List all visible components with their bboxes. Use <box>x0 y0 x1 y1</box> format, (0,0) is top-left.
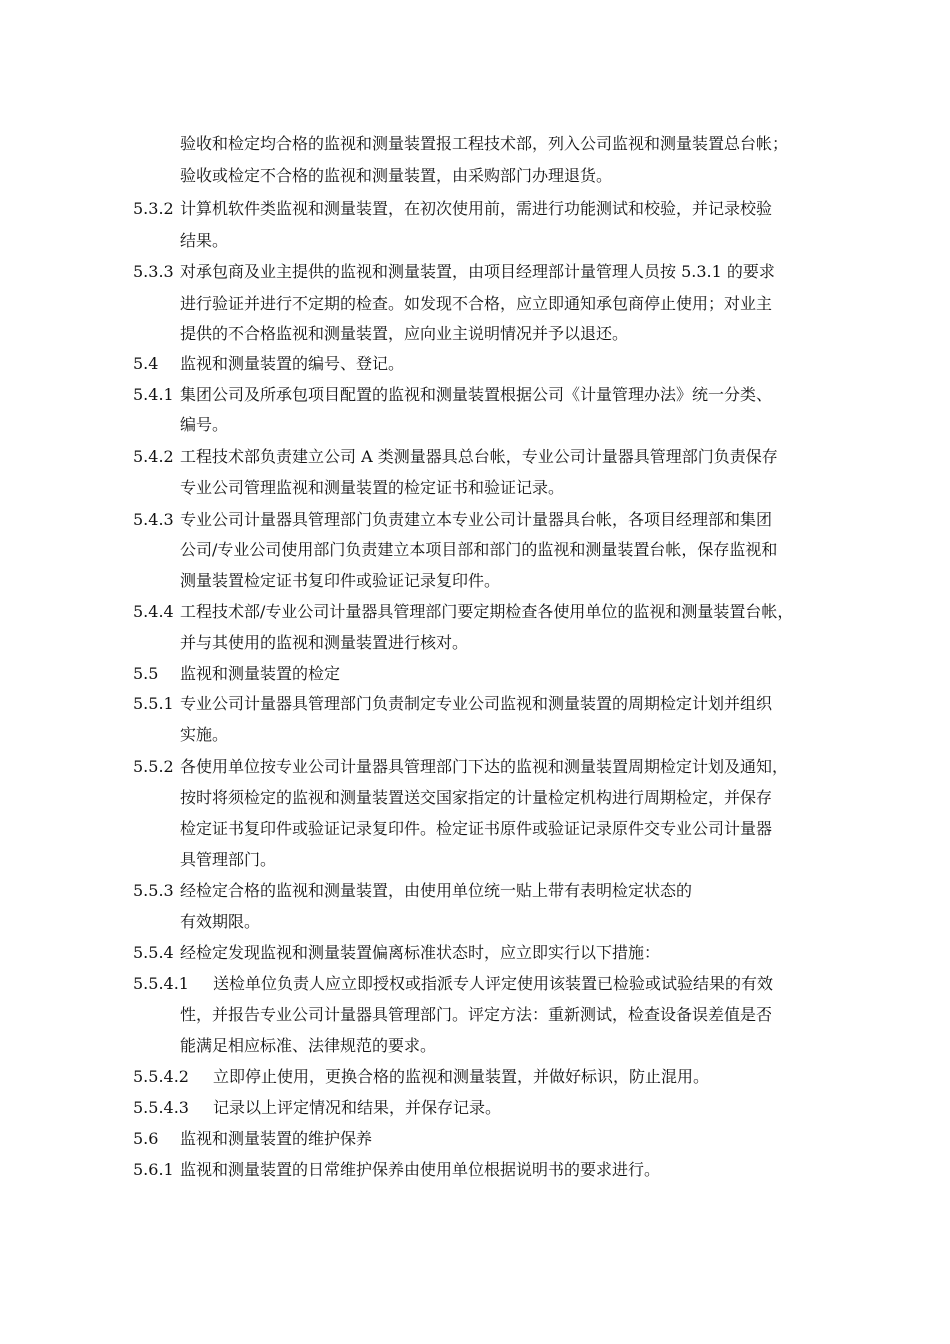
clause-5-5-4-1: 5.5.4.1 送检单位负责人应立即授权或指派专人评定使用该装置已检验或试验结果的有效 <box>133 974 774 993</box>
text-line: 结果。 <box>180 231 229 250</box>
clause-number: 5.5.1 <box>133 694 174 713</box>
text-line: 验收和检定均合格的监视和测量装置报工程技术部，列入公司监视和测量装置总台帐； <box>180 134 789 153</box>
clause-number: 5.5.4.3 <box>133 1098 189 1117</box>
clause-number: 5.6.1 <box>133 1160 174 1179</box>
clause-5-5-3: 5.5.3 经检定合格的监视和测量装置，由使用单位统一贴上带有表明检定状态的 <box>133 881 693 900</box>
clause-number: 5.6 <box>133 1129 159 1148</box>
clause-5-4-2: 5.4.2 工程技术部负责建立公司 A 类测量器具总台帐，专业公司计量器具管理部门负责保存 <box>133 447 778 466</box>
text-line: 具管理部门。 <box>180 850 277 869</box>
clause-number: 5.5.4 <box>133 943 174 962</box>
clause-5-5-4-2: 5.5.4.2 立即停止使用，更换合格的监视和测量装置，并做好标识，防止混用。 <box>133 1067 710 1086</box>
clause-number: 5.4.3 <box>133 510 174 529</box>
clause-5-4-4: 5.4.4 工程技术部/专业公司计量器具管理部门要定期检查各使用单位的监视和测量装置台帐， <box>133 602 794 621</box>
clause-number: 5.5.4.1 <box>133 974 189 993</box>
section-5-4-heading: 5.4 监视和测量装置的编号、登记。 <box>133 354 405 373</box>
clause-5-4-1: 5.4.1 集团公司及所承包项目配置的监视和测量装置根据公司《计量管理办法》统一分类、 <box>133 385 773 404</box>
text-line: 公司/专业公司使用部门负责建立本项目部和部门的监视和测量装置台帐，保存监视和 <box>180 540 778 559</box>
clause-number: 5.3.3 <box>133 262 174 281</box>
clause-5-5-2: 5.5.2 各使用单位按专业公司计量器具管理部门下达的监视和测量装置周期检定计划及通知， <box>133 757 789 776</box>
clause-5-3-3: 5.3.3 对承包商及业主提供的监视和测量装置，由项目经理部计量管理人员按 5.3.1 的要求 <box>133 262 775 281</box>
clause-number: 5.5 <box>133 664 159 683</box>
text-line: 验收或检定不合格的监视和测量装置，由采购部门办理退货。 <box>180 166 613 185</box>
clause-number: 5.4.4 <box>133 602 174 621</box>
clause-number: 5.5.3 <box>133 881 174 900</box>
text-line: 进行验证并进行不定期的检查。如发现不合格，应立即通知承包商停止使用；对业主 <box>180 294 773 313</box>
clause-5-4-3: 5.4.3 专业公司计量器具管理部门负责建立本专业公司计量器具台帐，各项目经理部和集团 <box>133 510 773 529</box>
text-line: 有效期限。 <box>180 912 261 931</box>
text-line: 能满足相应标准、法律规范的要求。 <box>180 1036 437 1055</box>
clause-number: 5.5.2 <box>133 757 174 776</box>
text-line: 测量装置检定证书复印件或验证记录复印件。 <box>180 571 501 590</box>
text-line: 专业公司管理监视和测量装置的检定证书和验证记录。 <box>180 478 565 497</box>
clause-number: 5.3.2 <box>133 199 174 218</box>
text-line: 实施。 <box>180 725 229 744</box>
clause-5-5-1: 5.5.1 专业公司计量器具管理部门负责制定专业公司监视和测量装置的周期检定计划并组织 <box>133 694 773 713</box>
clause-number: 5.4.2 <box>133 447 174 466</box>
clause-5-5-4: 5.5.4 经检定发现监视和测量装置偏离标准状态时，应立即实行以下措施： <box>133 943 661 962</box>
text-line: 检定证书复印件或验证记录复印件。检定证书原件或验证记录原件交专业公司计量器 <box>180 819 773 838</box>
text-line: 提供的不合格监视和测量装置，应向业主说明情况并予以退还。 <box>180 324 629 343</box>
text-line: 编号。 <box>180 415 229 434</box>
clause-number: 5.5.4.2 <box>133 1067 189 1086</box>
clause-5-3-2: 5.3.2 计算机软件类监视和测量装置，在初次使用前，需进行功能测试和校验，并记录校验 <box>133 199 773 218</box>
section-5-5-heading: 5.5 监视和测量装置的检定 <box>133 664 341 683</box>
text-line: 按时将须检定的监视和测量装置送交国家指定的计量检定机构进行周期检定，并保存 <box>180 788 773 807</box>
section-5-6-heading: 5.6 监视和测量装置的维护保养 <box>133 1129 373 1148</box>
clause-number: 5.4 <box>133 354 159 373</box>
clause-number: 5.4.1 <box>133 385 174 404</box>
text-line: 并与其使用的监视和测量装置进行核对。 <box>180 633 469 652</box>
text-line: 性，并报告专业公司计量器具管理部门。评定方法：重新测试，检查设备误差值是否 <box>180 1005 773 1024</box>
clause-5-5-4-3: 5.5.4.3 记录以上评定情况和结果，并保存记录。 <box>133 1098 502 1117</box>
clause-5-6-1: 5.6.1 监视和测量装置的日常维护保养由使用单位根据说明书的要求进行。 <box>133 1160 661 1179</box>
